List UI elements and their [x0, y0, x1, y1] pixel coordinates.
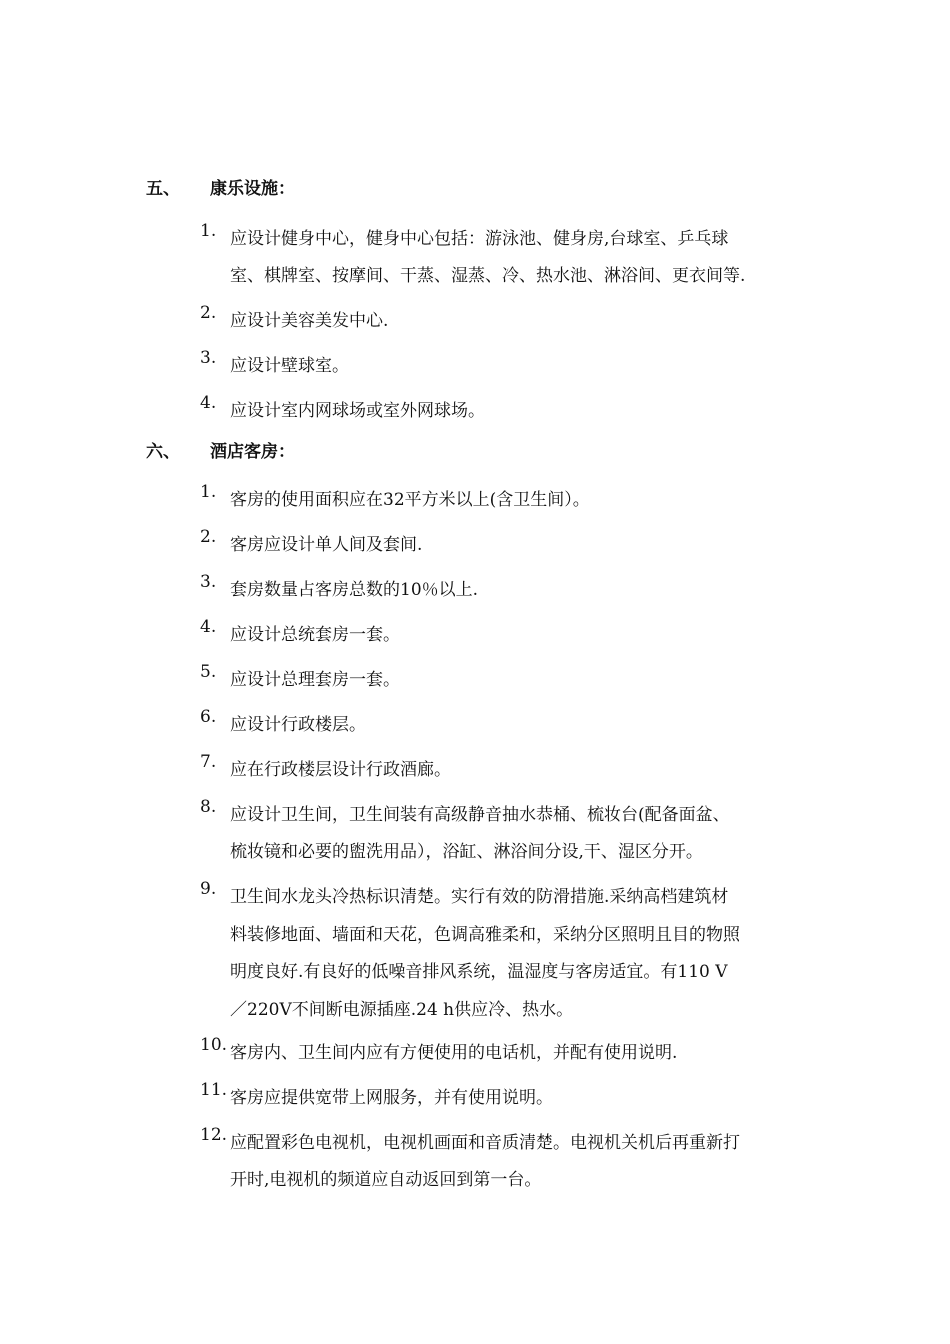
item-line: 应设计健身中心，健身中心包括：游泳池、健身房,台球室、乒乓球	[230, 229, 729, 249]
item-line: 明度良好.有良好的低噪音排风系统，温湿度与客房适宜。有110 V	[230, 962, 728, 982]
item-text	[230, 662, 840, 699]
list-item	[200, 662, 840, 699]
item-line: 应设计总理套房一套。	[230, 670, 400, 690]
list-item	[200, 303, 840, 340]
section-title: 酒店客房：	[210, 442, 295, 462]
item-line: 应设计行政楼层。	[230, 715, 366, 735]
list-item	[200, 617, 840, 654]
list-item	[200, 393, 840, 430]
item-text	[230, 527, 840, 564]
item-number: 8.	[200, 797, 217, 817]
item-line: 梳妆镜和必要的盥洗用品），浴缸、淋浴间分设,干、湿区分开。	[230, 842, 703, 862]
item-text	[230, 1035, 840, 1072]
list-item	[200, 482, 840, 519]
list-item	[200, 572, 840, 609]
item-text	[230, 572, 840, 609]
list-item	[200, 1125, 840, 1199]
item-number: 2.	[200, 527, 217, 547]
item-number: 10.	[200, 1035, 228, 1055]
item-text	[230, 879, 840, 1029]
item-number: 3.	[200, 572, 217, 592]
item-line: 料装修地面、墙面和天花，色调高雅柔和，采纳分区照明且目的物照	[230, 924, 740, 945]
item-line: 室、棋牌室、按摩间、干蒸、湿蒸、冷、热水池、淋浴间、更衣间等.	[230, 266, 746, 286]
item-number: 1.	[200, 221, 217, 241]
section-heading-6	[146, 441, 295, 463]
item-line: 客房应设计单人间及套间.	[230, 535, 423, 555]
item-number: 1.	[200, 482, 217, 502]
list-item	[200, 1035, 840, 1072]
item-text	[230, 797, 840, 871]
list-item	[200, 527, 840, 564]
item-line: 应设计室内网球场或室外网球场。	[230, 401, 485, 421]
item-line: 客房内、卫生间内应有方便使用的电话机，并配有使用说明.	[230, 1043, 678, 1063]
list-item	[200, 707, 840, 744]
item-text	[230, 617, 840, 654]
item-line: ／220V不间断电源插座.24 h供应冷、热水。	[230, 999, 574, 1020]
item-text	[230, 221, 840, 295]
item-text	[230, 348, 840, 385]
item-text	[230, 303, 840, 340]
list-item	[200, 797, 840, 871]
item-number: 3.	[200, 348, 217, 368]
item-line: 客房的使用面积应在32平方米以上(含卫生间）。	[230, 490, 590, 510]
item-line: 应配置彩色电视机，电视机画面和音质清楚。电视机关机后再重新打	[230, 1133, 740, 1153]
item-text	[230, 1080, 840, 1117]
item-line: 应设计壁球室。	[230, 356, 349, 376]
item-line: 应设计卫生间，卫生间装有高级静音抽水恭桶、梳妆台(配备面盆、	[230, 805, 730, 825]
item-text	[230, 393, 840, 430]
section-heading-5	[146, 178, 295, 200]
list-item	[200, 879, 840, 1029]
item-number: 9.	[200, 879, 217, 899]
item-text	[230, 752, 840, 789]
item-number: 6.	[200, 707, 217, 727]
item-line: 套房数量占客房总数的10％以上.	[230, 580, 479, 600]
item-line: 开时,电视机的频道应自动返回到第一台。	[230, 1170, 542, 1190]
item-number: 2.	[200, 303, 217, 323]
section-number: 六、	[146, 442, 180, 462]
list-item	[200, 752, 840, 789]
item-number: 4.	[200, 617, 217, 637]
section-number: 五、	[146, 179, 180, 199]
item-text	[230, 482, 840, 519]
item-number: 11.	[200, 1080, 228, 1100]
item-number: 4.	[200, 393, 217, 413]
list-item	[200, 221, 840, 295]
item-number: 5.	[200, 662, 217, 682]
item-line: 应设计美容美发中心.	[230, 311, 389, 331]
item-line: 应在行政楼层设计行政酒廊。	[230, 760, 451, 780]
list-item	[200, 1080, 840, 1117]
section-title: 康乐设施：	[210, 179, 295, 199]
item-text	[230, 707, 840, 744]
list-item	[200, 348, 840, 385]
item-text	[230, 1125, 840, 1199]
item-number: 7.	[200, 752, 217, 772]
item-line: 客房应提供宽带上网服务，并有使用说明。	[230, 1088, 553, 1108]
item-line: 应设计总统套房一套。	[230, 625, 400, 645]
item-number: 12.	[200, 1125, 228, 1145]
item-line: 卫生间水龙头冷热标识清楚。实行有效的防滑措施.采纳高档建筑材	[230, 887, 729, 907]
